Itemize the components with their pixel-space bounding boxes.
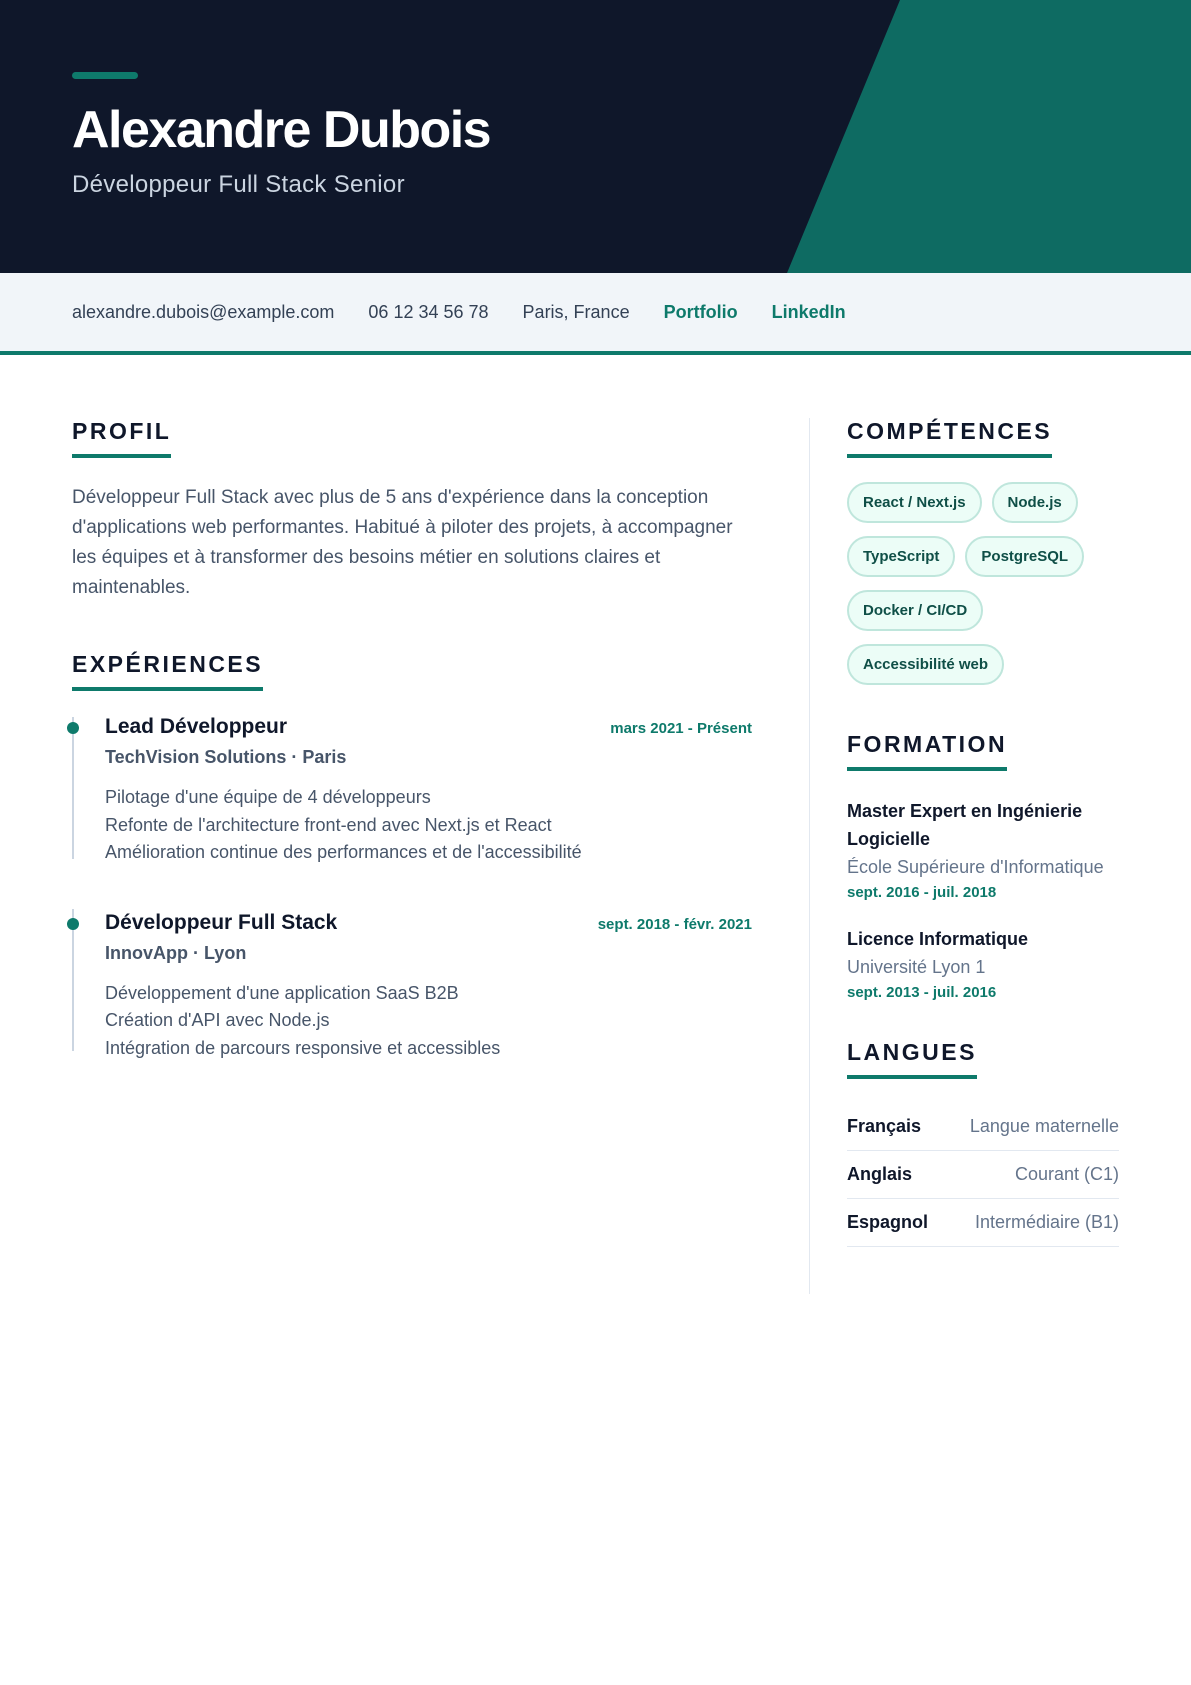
language-name: Anglais	[847, 1164, 913, 1184]
skill-tag: PostgreSQL	[965, 536, 1084, 577]
skill-tag: React / Next.js	[847, 482, 982, 523]
languages-list	[847, 1103, 1119, 1247]
education-dates: sept. 2013 - juil. 2016	[847, 984, 997, 1001]
experience-task-list	[105, 784, 752, 867]
side-column	[847, 418, 1122, 1247]
education-list	[847, 797, 1122, 1001]
experience-company: TechVision Solutions · Paris	[105, 747, 347, 767]
contact-email[interactable]: alexandre.dubois@example.com	[72, 301, 335, 322]
skill-tag: Node.js	[992, 482, 1078, 523]
experiences-heading: EXPÉRIENCES	[72, 651, 263, 691]
candidate-title: Développeur Full Stack Senior	[72, 171, 405, 198]
resume-header	[0, 0, 1191, 273]
profile-text: Développeur Full Stack avec plus de 5 ans d'expérience dans la conception d'applications web performantes. Habitué à piloter des projets, à accompagner les équipes et à transformer des besoins métier en solutions claires et maintenables.	[72, 487, 733, 598]
language-level: Intermédiaire (B1)	[974, 1212, 1119, 1232]
language-level: Courant (C1)	[1014, 1164, 1119, 1184]
skills-heading: COMPÉTENCES	[847, 418, 1052, 458]
education-item	[847, 925, 1122, 1001]
portfolio-link[interactable]: Portfolio	[663, 301, 738, 322]
language-row	[847, 1151, 1119, 1199]
experience-company: InnovApp · Lyon	[105, 942, 247, 963]
experience-task: Développement d'une application SaaS B2B	[105, 982, 459, 1003]
experience-role: Développeur Full Stack	[105, 910, 338, 934]
experience-task: Amélioration continue des performances et de l'accessibilité	[105, 842, 582, 862]
experience-task: Refonte de l'architecture front-end avec Next.js et React	[105, 814, 552, 835]
contact-bar	[0, 273, 1191, 355]
language-name: Espagnol	[847, 1212, 929, 1232]
education-degree: Master Expert en Ingénierie Logicielle	[847, 801, 1083, 849]
experience-task: Intégration de parcours responsive et accessibles	[105, 1037, 501, 1058]
education-dates: sept. 2016 - juil. 2018	[847, 884, 997, 901]
contact-location: Paris, France	[522, 301, 630, 322]
timeline-dot	[67, 722, 79, 734]
candidate-name: Alexandre Dubois	[72, 101, 491, 159]
languages-heading: LANGUES	[847, 1039, 977, 1079]
experience-task: Pilotage d'une équipe de 4 développeurs	[105, 787, 431, 807]
experience-item	[72, 911, 752, 1063]
experience-item	[72, 715, 752, 867]
skills-list	[847, 482, 1097, 685]
education-school: École Supérieure d'Informatique	[847, 857, 1104, 877]
skill-tag: TypeScript	[847, 536, 955, 577]
experience-task-list	[105, 980, 752, 1063]
contact-phone[interactable]: 06 12 34 56 78	[368, 301, 489, 322]
experience-timeline	[72, 715, 752, 1062]
column-divider	[809, 418, 810, 1294]
header-accent-bar	[72, 72, 138, 79]
language-name: Français	[847, 1116, 922, 1136]
main-column	[72, 418, 752, 1062]
experience-dates: mars 2021 - Présent	[610, 720, 752, 737]
skill-tag: Accessibilité web	[847, 644, 1004, 685]
skill-tag: Docker / CI/CD	[847, 590, 983, 631]
education-degree: Licence Informatique	[847, 929, 1029, 949]
linkedin-link[interactable]: LinkedIn	[771, 301, 846, 322]
experience-role: Lead Développeur	[105, 715, 288, 738]
profile-heading: PROFIL	[72, 418, 171, 458]
language-row	[847, 1199, 1119, 1247]
education-school: Université Lyon 1	[847, 957, 986, 977]
education-heading: FORMATION	[847, 731, 1007, 771]
timeline-dot	[67, 918, 79, 930]
language-row	[847, 1103, 1119, 1151]
experience-task: Création d'API avec Node.js	[105, 1010, 330, 1030]
education-item	[847, 797, 1122, 901]
language-level: Langue maternelle	[969, 1116, 1119, 1136]
experience-dates: sept. 2018 - févr. 2021	[597, 915, 752, 933]
